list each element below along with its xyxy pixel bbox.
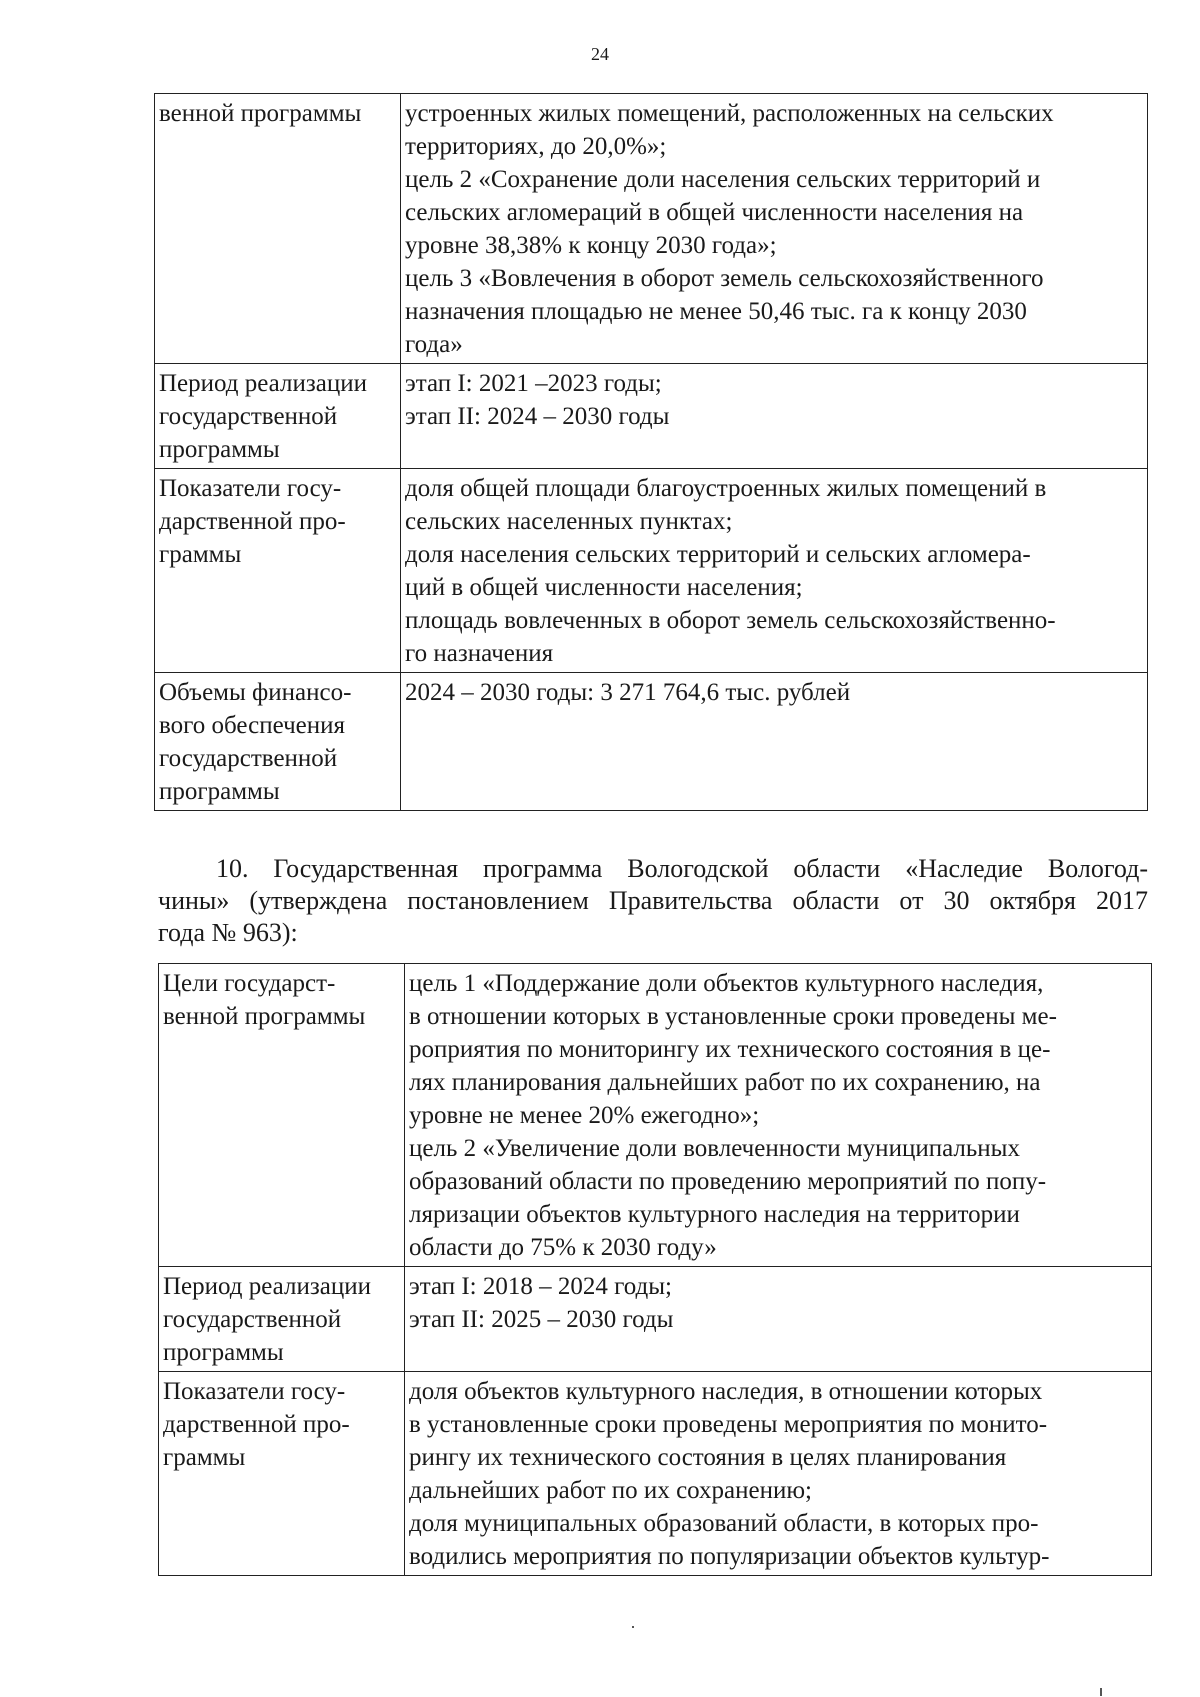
label-line: дарственной про- bbox=[163, 1411, 350, 1438]
row-label-goals bbox=[159, 964, 405, 1267]
row-label-period bbox=[159, 1267, 405, 1372]
content-line: 2024 – 2030 годы: 3 271 764,6 тыс. рублей bbox=[405, 679, 851, 706]
row-label-goals-cont bbox=[155, 94, 401, 364]
label-line: Объемы финансо- bbox=[159, 679, 352, 706]
content-line: го назначения bbox=[405, 640, 554, 667]
content-line: дальнейших работ по их сохранению; bbox=[409, 1477, 812, 1504]
label-line: венной программы bbox=[159, 100, 362, 127]
row-content-period bbox=[401, 364, 1148, 469]
row-content-funding bbox=[401, 673, 1148, 811]
content-line: роприятия по мониторингу их технического состояния в це- bbox=[409, 1036, 1051, 1063]
page-number: 24 bbox=[591, 44, 609, 64]
label-line: программы bbox=[163, 1339, 284, 1366]
row-label-indicators bbox=[155, 469, 401, 673]
row-content-indicators bbox=[405, 1372, 1152, 1576]
table-row bbox=[159, 1372, 1152, 1576]
program-passport-table-10 bbox=[158, 963, 1152, 1576]
label-line: дарственной про- bbox=[159, 508, 346, 535]
content-line: цель 2 «Увеличение доли вовлеченности муниципальных bbox=[409, 1135, 1020, 1162]
content-line: лях планирования дальнейших работ по их сохранению, на bbox=[409, 1069, 1041, 1096]
label-line: Показатели госу- bbox=[159, 475, 342, 502]
content-line: цель 3 «Вовлечения в оборот земель сельскохозяйственного bbox=[405, 265, 1044, 292]
scan-speck bbox=[1100, 1688, 1102, 1696]
label-line: программы bbox=[159, 778, 280, 805]
table-row bbox=[159, 1267, 1152, 1372]
content-line: доля объектов культурного наследия, в отношении которых bbox=[409, 1378, 1043, 1405]
content-line: цель 1 «Поддержание доли объектов культурного наследия, bbox=[409, 970, 1044, 997]
content-line: уровне 38,38% к концу 2030 года»; bbox=[405, 232, 777, 259]
label-line: государственной bbox=[163, 1306, 342, 1333]
table-row bbox=[155, 94, 1148, 364]
label-line: вого обеспечения bbox=[159, 712, 345, 739]
table-row bbox=[155, 364, 1148, 469]
content-line: этап II: 2024 – 2030 годы bbox=[405, 403, 670, 430]
row-label-funding bbox=[155, 673, 401, 811]
content-line: территориях, до 20,0%»; bbox=[405, 133, 667, 160]
content-line: сельских населенных пунктах; bbox=[405, 508, 733, 535]
content-line: года» bbox=[405, 331, 463, 358]
label-line: Цели государст- bbox=[163, 970, 336, 997]
content-line: области до 75% к 2030 году» bbox=[409, 1234, 717, 1261]
content-line: сельских агломераций в общей численности населения на bbox=[405, 199, 1024, 226]
content-line: уровне не менее 20% ежегодно»; bbox=[409, 1102, 760, 1129]
row-content-period bbox=[405, 1267, 1152, 1372]
content-line: доля населения сельских территорий и сельских агломера- bbox=[405, 541, 1031, 568]
content-line: ляризации объектов культурного наследия на территории bbox=[409, 1201, 1020, 1228]
label-line: Период реализации bbox=[159, 370, 367, 397]
content-line: водились мероприятия по популяризации объектов культур- bbox=[409, 1543, 1050, 1570]
label-line: граммы bbox=[159, 541, 242, 568]
content-line: рингу их технического состояния в целях планирования bbox=[409, 1444, 1007, 1471]
content-line: в отношении которых в установленные сроки проведены ме- bbox=[409, 1003, 1057, 1030]
heading-line: года № 963): bbox=[158, 918, 298, 947]
label-line: Показатели госу- bbox=[163, 1378, 346, 1405]
row-label-period bbox=[155, 364, 401, 469]
scan-speck bbox=[632, 1626, 634, 1628]
content-line: доля муниципальных образований области, в которых про- bbox=[409, 1510, 1039, 1537]
content-line: этап I: 2021 –2023 годы; bbox=[405, 370, 662, 397]
heading-line: 10. Государственная программа Вологодской области «Наследие Вологод- bbox=[216, 854, 1148, 883]
content-line: площадь вовлеченных в оборот земель сельскохозяйственно- bbox=[405, 607, 1056, 634]
label-line: граммы bbox=[163, 1444, 246, 1471]
program-passport-table-9 bbox=[154, 93, 1148, 811]
row-label-indicators bbox=[159, 1372, 405, 1576]
content-line: этап I: 2018 – 2024 годы; bbox=[409, 1273, 673, 1300]
table-row bbox=[155, 469, 1148, 673]
content-line: образований области по проведению мероприятий по попу- bbox=[409, 1168, 1047, 1195]
row-content-goals bbox=[405, 964, 1152, 1267]
section-heading bbox=[158, 853, 1148, 949]
label-line: венной программы bbox=[163, 1003, 366, 1030]
content-line: устроенных жилых помещений, расположенных на сельских bbox=[405, 100, 1054, 127]
label-line: государственной bbox=[159, 403, 338, 430]
content-line: этап II: 2025 – 2030 годы bbox=[409, 1306, 674, 1333]
table-row bbox=[155, 673, 1148, 811]
label-line: государственной bbox=[159, 745, 338, 772]
content-line: цель 2 «Сохранение доли населения сельских территорий и bbox=[405, 166, 1041, 193]
content-line: назначения площадью не менее 50,46 тыс. га к концу 2030 bbox=[405, 298, 1027, 325]
content-line: доля общей площади благоустроенных жилых помещений в bbox=[405, 475, 1047, 502]
row-content-goals-cont bbox=[401, 94, 1148, 364]
heading-line: чины» (утверждена постановлением Правительства области от 30 октября 2017 bbox=[158, 886, 1148, 915]
row-content-indicators bbox=[401, 469, 1148, 673]
content-line: в установленные сроки проведены мероприятия по монито- bbox=[409, 1411, 1048, 1438]
label-line: Период реализации bbox=[163, 1273, 371, 1300]
content-line: ций в общей численности населения; bbox=[405, 574, 803, 601]
table-row bbox=[159, 964, 1152, 1267]
label-line: программы bbox=[159, 436, 280, 463]
